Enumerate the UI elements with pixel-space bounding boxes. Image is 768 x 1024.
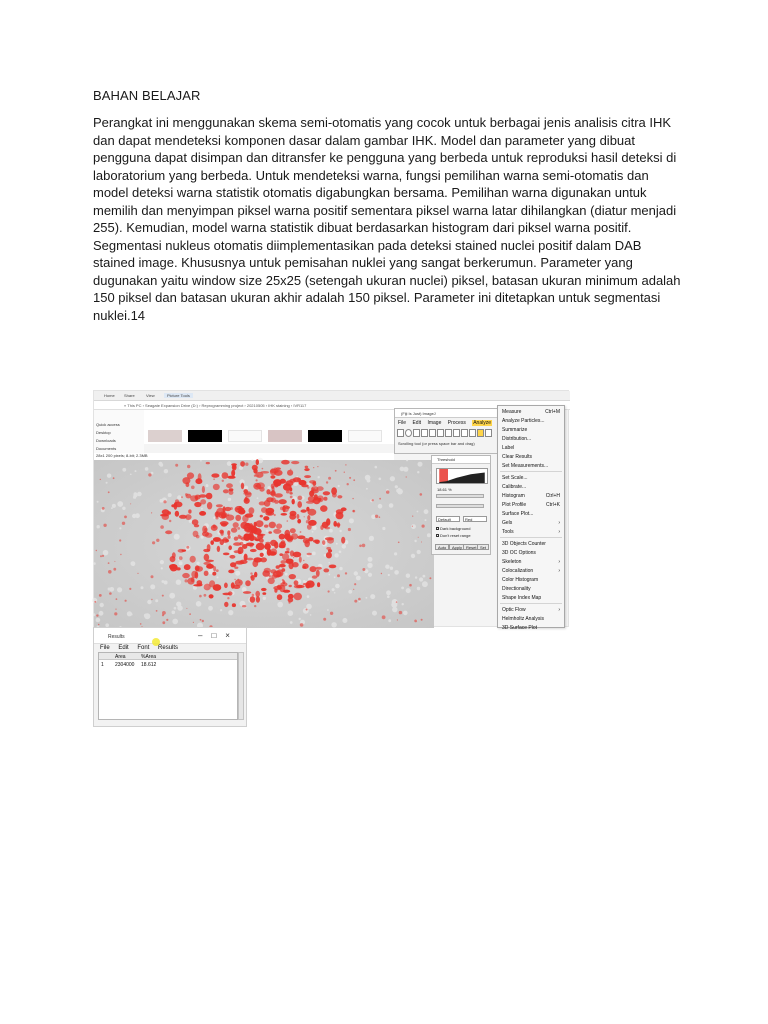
analyze-menu <box>497 405 565 631</box>
menu-shortcut: Ctrl+M <box>545 409 560 415</box>
analyze-menu-item[interactable]: Distribution... <box>502 436 532 442</box>
line-tool-icon[interactable] <box>429 429 436 437</box>
menu-separator <box>500 537 562 538</box>
angle-tool-icon[interactable] <box>437 429 444 437</box>
results-table <box>98 652 238 720</box>
menu-edit[interactable]: Edit <box>412 420 422 426</box>
column-header-area: Area <box>115 654 126 660</box>
rectangle-tool-icon[interactable] <box>397 429 404 437</box>
stained-tissue-image <box>94 460 434 628</box>
sidebar-item: Downloads <box>96 438 116 443</box>
analyze-menu-item[interactable]: Helmholtz Analysis <box>502 616 544 622</box>
explorer-path: « This PC › Seagate Expansion Drive (D:) › Reprogramming project › 20210505 › IHK staining › IVR117 <box>94 401 570 410</box>
results-menu-edit[interactable]: Edit <box>118 645 129 651</box>
analyze-menu-item[interactable]: Directionality <box>502 586 531 592</box>
checkbox-icon <box>436 534 439 537</box>
min-threshold-slider[interactable] <box>436 494 484 498</box>
analyze-menu-item[interactable]: Optic Flow <box>502 607 526 613</box>
explorer-ribbon <box>94 391 570 401</box>
close-icon[interactable]: × <box>225 631 239 640</box>
ribbon-tab: Home <box>104 393 115 398</box>
dropper-tool-icon[interactable] <box>485 429 492 437</box>
menu-shortcut: Ctrl+K <box>545 502 560 508</box>
image-info: 28x1 200 pixels; 8-bit; 2.3MB <box>94 453 394 460</box>
freehand-tool-icon[interactable] <box>421 429 428 437</box>
cell-area: 2304000 <box>115 662 135 668</box>
results-menu-results[interactable]: Results <box>158 645 179 651</box>
max-threshold-slider[interactable] <box>436 504 484 508</box>
analyze-menu-item[interactable]: Skeleton <box>502 559 522 565</box>
sidebar-item: Desktop <box>96 430 111 435</box>
maximize-icon[interactable]: □ <box>211 631 226 640</box>
menu-separator <box>500 603 562 604</box>
dont-reset-checkbox[interactable] <box>436 533 471 538</box>
analyze-menu-item[interactable]: Tools <box>502 529 514 535</box>
column-header-pct-area: %Area <box>141 654 157 660</box>
analyze-menu-item[interactable]: Analyze Particles... <box>502 418 545 424</box>
sidebar-item: Documents <box>96 446 117 451</box>
scroll-tool-icon[interactable] <box>477 429 484 437</box>
analyze-menu-item[interactable]: Gels <box>502 520 513 526</box>
results-menubar <box>100 645 185 651</box>
results-scrollbar[interactable] <box>238 652 244 720</box>
thumbnail <box>348 430 382 442</box>
minimize-icon[interactable]: – <box>198 631 212 640</box>
results-window <box>93 627 247 727</box>
mode-select[interactable]: Red <box>463 516 487 522</box>
analyze-menu-item[interactable]: Measure <box>502 409 522 415</box>
menu-shortcut: › <box>558 529 560 535</box>
menu-process[interactable]: Process <box>447 420 466 426</box>
menu-shortcut: › <box>558 568 560 574</box>
window-controls <box>198 631 239 640</box>
threshold-histogram <box>436 468 488 484</box>
imagej-screenshot <box>93 390 569 631</box>
imagej-status: Scrolling tool (or press space bar and drag) <box>398 441 475 446</box>
analyze-menu-item[interactable]: Summarize <box>502 427 528 433</box>
set-button[interactable]: Set <box>477 544 489 550</box>
checkbox-label: Don't reset range <box>440 533 471 538</box>
results-menu-font[interactable]: Font <box>137 645 150 651</box>
analyze-menu-item[interactable]: Set Measurements... <box>502 463 549 469</box>
sidebar-item: Quick access <box>96 422 120 427</box>
threshold-title: Threshold <box>432 456 490 464</box>
ribbon-tab: View <box>146 393 155 398</box>
ribbon-tab: Share <box>124 393 135 398</box>
menu-separator <box>500 471 562 472</box>
menu-shortcut: › <box>558 607 560 613</box>
results-menu-file[interactable]: File <box>100 645 110 651</box>
analyze-menu-item[interactable]: Color Histogram <box>502 577 539 583</box>
polygon-tool-icon[interactable] <box>413 429 420 437</box>
analyze-menu-item[interactable]: Label <box>502 445 515 451</box>
analyze-menu-item[interactable]: Set Scale... <box>502 475 528 481</box>
analyze-menu-item[interactable]: 3D OC Options <box>502 550 536 556</box>
magnifier-tool-icon[interactable] <box>469 429 476 437</box>
mouse-cursor-icon <box>152 638 160 646</box>
point-tool-icon[interactable] <box>445 429 452 437</box>
thumbnail <box>308 430 342 442</box>
results-titlebar <box>94 628 246 644</box>
menu-analyze[interactable]: Analyze <box>473 420 492 426</box>
analyze-menu-item[interactable]: Clear Results <box>502 454 533 460</box>
analyze-menu-item[interactable]: Plot Profile <box>502 502 527 508</box>
menu-shortcut: › <box>558 559 560 565</box>
analyze-menu-item[interactable]: Surface Plot... <box>502 511 534 517</box>
imagej-menubar <box>398 420 497 426</box>
thumbnail <box>268 430 302 442</box>
analyze-menu-item[interactable]: 3D Surface Plot <box>502 625 538 631</box>
auto-button[interactable]: Auto <box>435 544 449 550</box>
imagej-title: (Fiji Is Just) ImageJ <box>395 409 497 418</box>
reset-button[interactable]: Reset <box>463 544 479 550</box>
body-paragraph: Perangkat ini menggunakan skema semi-otomatis yang cocok untuk berbagai jenis analisis citra IHK dan dapat mendeteksi komponen dasar dalam gambar IHK. Model dan parameter yang dibuat pengguna dapat disimpan dan ditransfer ke pengguna yang berbeda untuk reproduksi hasil deteksi di laboratorium yang berbeda. Untuk mendeteksi warna, fungsi pemilihan warna semi-otomatis dan model deteksi warna statistik otomatis digabungkan bersama. Pemilihan warna digunakan untuk memilih dan menyimpan piksel warna positif sementara piksel warna latar dihilangkan (diatur menjadi 255). Kemudian, model warna statistik dibuat berdasarkan histogram dari piksel warna positif. Segmentasi nukleus otomatis diimplementasikan pada deteksi stained nuclei positif dalam DAB stained image. Khususnya untuk pemisahan nuklei yang sangat berkerumun. Parameter yang dugunakan yaitu window size 25x25 (setengah ukuran nuclei) piksel, batasan ukuran minimum adalah 150 piksel dan batasan ukuran akhir adalah 150 piksel. Parameter ini ditetapkan untuk segmentasi nuklei.14 <box>93 115 681 323</box>
analyze-menu-item[interactable]: Histogram <box>502 493 525 499</box>
analyze-menu-item[interactable]: 3D Objects Counter <box>502 541 546 547</box>
threshold-percent: 18.61 % <box>437 487 452 492</box>
analyze-menu-item[interactable]: Shape Index Map <box>502 595 542 601</box>
checkbox-icon <box>436 527 439 530</box>
results-title: Results <box>108 634 125 640</box>
cell-pct-area: 18.612 <box>141 662 157 668</box>
imagej-tools <box>397 429 493 438</box>
apply-button[interactable]: Apply <box>449 544 465 550</box>
menu-shortcut: Ctrl+H <box>545 493 560 499</box>
text-tool-icon[interactable] <box>461 429 468 437</box>
oval-tool-icon[interactable] <box>405 429 412 437</box>
thumbnail <box>228 430 262 442</box>
threshold-dialog <box>431 455 491 555</box>
page-heading: BAHAN BELAJAR <box>93 88 201 103</box>
analyze-menu-item[interactable]: Colocalization <box>502 568 534 574</box>
wand-tool-icon[interactable] <box>453 429 460 437</box>
thumbnail <box>188 430 222 442</box>
menu-file[interactable]: File <box>398 420 407 426</box>
menu-shortcut: › <box>558 520 560 526</box>
thumbnail <box>148 430 182 442</box>
dark-background-checkbox[interactable] <box>436 526 470 531</box>
row-index: 1 <box>101 662 104 668</box>
ribbon-tab-active: Picture Tools <box>164 393 193 398</box>
table-header <box>99 653 237 660</box>
checkbox-label: Dark background <box>440 526 471 531</box>
method-select[interactable]: Default <box>436 516 460 522</box>
analyze-menu-item[interactable]: Calibrate... <box>502 484 527 490</box>
imagej-toolbar-window <box>394 408 498 454</box>
menu-image[interactable]: Image <box>427 420 442 426</box>
